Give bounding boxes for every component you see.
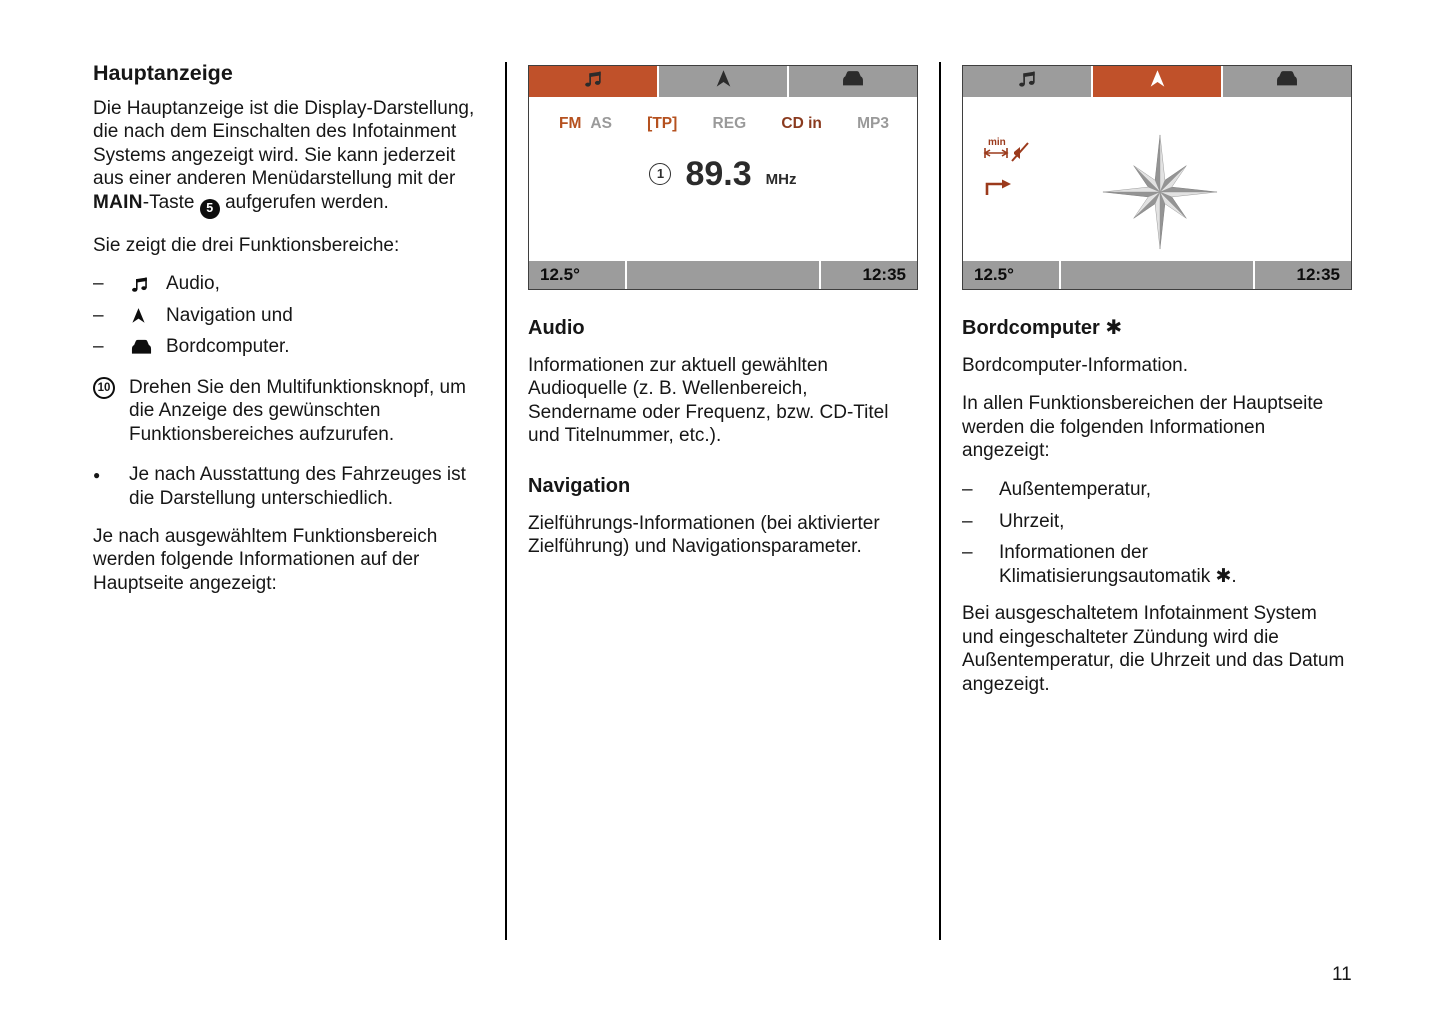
- display-tab-bar: [529, 66, 917, 99]
- status-as: AS: [590, 115, 612, 132]
- areas-intro: Sie zeigt die drei Funktionsbereiche:: [93, 234, 400, 256]
- column-divider: [505, 62, 507, 940]
- nav-arrow-icon: [1148, 69, 1167, 95]
- clock: 12:35: [821, 261, 917, 289]
- column-divider: [939, 62, 941, 940]
- clock: 12:35: [1255, 261, 1351, 289]
- step-item: [93, 376, 487, 447]
- left-column: [93, 60, 487, 610]
- nav-arrow-icon: [714, 69, 733, 95]
- audio-paragraph: Informationen zur aktuell gewählten Audioquelle (z. B. Wellenbereich, Sendername oder Frequenz, bzw. CD-Titel und Titelnummer, etc.).: [528, 354, 889, 447]
- status-mp3: MP3: [857, 115, 889, 132]
- status-fm: FM: [559, 115, 582, 132]
- intro-text: Die Hauptanzeige ist die Display-Darstellung, die nach dem Einschalten des Infotainment Systems angezeigt wird. Sie kann jederzeit aus einer anderen Menüdarstellung mit der: [93, 97, 475, 190]
- frequency-readout: [529, 153, 917, 195]
- bullet-marker: ●: [93, 468, 101, 483]
- intro-paragraph: [93, 97, 487, 219]
- list-item-label: Bordcomputer.: [166, 336, 290, 358]
- travel-time-muted-icon: [983, 135, 1031, 165]
- navigation-display-screenshot: [962, 65, 1352, 290]
- car-icon: [1275, 69, 1299, 95]
- info-item-label: Uhrzeit,: [999, 510, 1065, 532]
- intro-text: -Taste: [142, 191, 195, 213]
- music-note-icon: [1017, 68, 1038, 96]
- navigation-paragraph: Zielführungs-Informationen (bei aktivierter Zielführung) und Navigationsparameter.: [528, 512, 880, 558]
- main-key-label: MAIN: [93, 191, 143, 213]
- frequency-unit: MHz: [765, 170, 797, 188]
- status-tp: [TP]: [647, 115, 678, 132]
- info-item: [962, 478, 1352, 502]
- info-item: [962, 541, 1352, 588]
- nav-parameter-icons: [983, 135, 1031, 197]
- car-icon: [841, 69, 865, 95]
- status-bar-spacer: [627, 261, 819, 289]
- status-cdin: CD in: [781, 115, 822, 132]
- dash-marker: –: [93, 336, 104, 358]
- middle-column: [528, 65, 918, 574]
- nav-arrow-icon: [130, 307, 166, 324]
- list-item-label: Navigation und: [166, 304, 293, 326]
- bullet-item: [93, 463, 487, 510]
- info-item: [962, 510, 1352, 534]
- compass-rose: [1101, 133, 1219, 251]
- audio-heading: Audio: [528, 317, 585, 339]
- display-tab-bar: [963, 66, 1351, 99]
- page-number: 11: [1332, 964, 1352, 985]
- dash-marker: –: [962, 478, 973, 500]
- status-reg: REG: [712, 115, 747, 132]
- bordcomputer-paragraph-1: Bordcomputer-Information.: [962, 354, 1188, 376]
- tab-bordcomputer: [1223, 66, 1351, 97]
- list-item-navigation: [93, 304, 487, 328]
- dash-marker: –: [93, 304, 104, 326]
- tab-navigation: [1093, 66, 1221, 97]
- step-10-badge: 10: [93, 377, 115, 399]
- radio-status-line: [529, 99, 917, 133]
- display-content: [963, 99, 1351, 259]
- status-bar-spacer: [1061, 261, 1253, 289]
- closing-paragraph: Je nach ausgewähltem Funktionsbereich werden folgende Informationen auf der Hauptseite angezeigt:: [93, 525, 438, 594]
- navigation-heading: Navigation: [528, 474, 631, 497]
- tab-bordcomputer: [789, 66, 917, 97]
- audio-display-screenshot: [528, 65, 918, 290]
- display-content: [529, 99, 917, 259]
- dash-marker: –: [962, 510, 973, 532]
- route-arrow-icon: [983, 177, 1015, 197]
- intro-text: aufgerufen werden.: [225, 191, 389, 213]
- tab-audio: [529, 66, 657, 97]
- svg-text:min: min: [988, 137, 1006, 148]
- list-item-bordcomputer: [93, 335, 487, 359]
- display-status-bar: [529, 259, 917, 289]
- page-title: Hauptanzeige: [93, 61, 233, 85]
- info-item-label: Informationen der Klimatisierungsautomatik ✱.: [999, 542, 1237, 587]
- tab-navigation: [659, 66, 787, 97]
- music-note-icon: [583, 68, 604, 96]
- bordcomputer-paragraph-2: In allen Funktionsbereichen der Hauptseite werden die folgenden Informationen angezeigt:: [962, 393, 1324, 462]
- bordcomputer-paragraph-3: Bei ausgeschaltetem Infotainment System und eingeschalteter Zündung wird die Außentemperatur, die Uhrzeit und das Datum angezeigt.: [962, 603, 1345, 695]
- frequency-value: 89.3: [685, 155, 752, 193]
- key-5-badge: 5: [200, 199, 220, 219]
- list-item-audio: [93, 272, 487, 296]
- list-item-label: Audio,: [166, 273, 220, 295]
- right-column: [962, 65, 1352, 711]
- tab-audio: [963, 66, 1091, 97]
- display-status-bar: [963, 259, 1351, 289]
- step-text: Drehen Sie den Multifunktionsknopf, um die Anzeige des gewünschten Funktionsbereiches aufzurufen.: [129, 376, 466, 445]
- dash-marker: –: [962, 542, 973, 564]
- info-item-label: Außentemperatur,: [999, 478, 1152, 500]
- preset-number-badge: 1: [649, 163, 671, 185]
- car-icon: [130, 338, 166, 356]
- bordcomputer-heading: Bordcomputer ✱: [962, 317, 1123, 339]
- music-note-icon: [130, 274, 166, 294]
- outside-temperature: 12.5°: [529, 261, 625, 289]
- dash-marker: –: [93, 273, 104, 295]
- bullet-text: Je nach Ausstattung des Fahrzeuges ist die Darstellung unterschiedlich.: [129, 464, 466, 509]
- outside-temperature: 12.5°: [963, 261, 1059, 289]
